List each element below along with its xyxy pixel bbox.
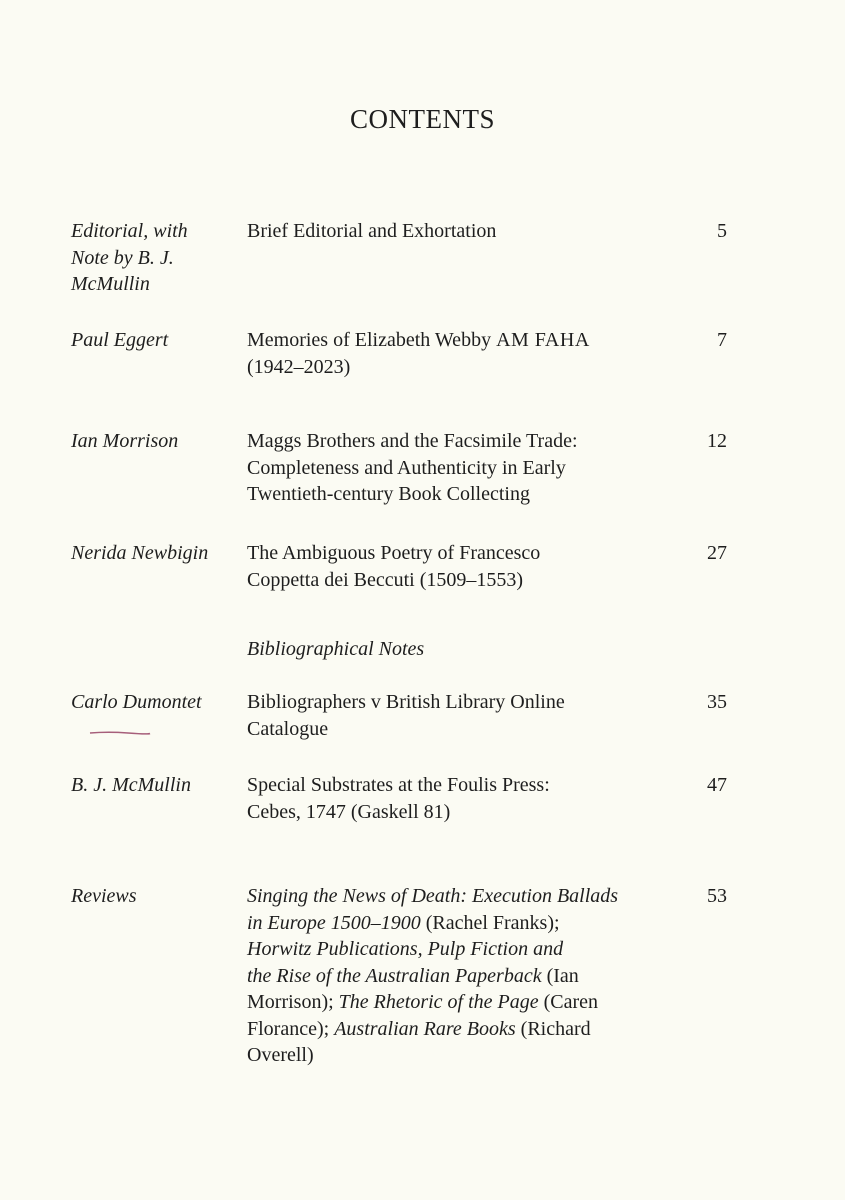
- toc-title-line: (1942–2023): [247, 355, 351, 378]
- pen-underline-mark: [88, 731, 152, 735]
- review-book-title: the Rise of the Australian Paperback: [247, 964, 542, 987]
- toc-author: Reviews: [71, 885, 137, 907]
- toc-title-line: Coppetta dei Beccuti (1509–1553): [247, 568, 524, 591]
- toc-author: Nerida Newbigin: [71, 542, 209, 564]
- toc-title: [247, 540, 687, 593]
- toc-title-line: Cebes, 1747 (Gaskell 81): [247, 800, 451, 823]
- review-book-title: Horwitz Publications, Pulp Fiction and: [247, 938, 564, 960]
- honours-suffix: AM FAHA: [496, 329, 590, 351]
- toc-title: [247, 689, 687, 742]
- review-book-title: in Europe 1500–1900: [247, 911, 421, 934]
- toc-title-line: [247, 936, 687, 963]
- toc-title: [247, 772, 687, 825]
- toc-author: Editorial, with Note by B. J. McMullin: [71, 220, 188, 295]
- toc-page-number: 27: [707, 542, 727, 564]
- toc-title-line: [247, 989, 687, 1016]
- reviewer-name: (Richard: [515, 1017, 591, 1040]
- reviewer-name: Morrison);: [247, 991, 339, 1013]
- toc-title-line: Catalogue: [247, 717, 329, 740]
- toc-title-line: Completeness and Authenticity in Early: [247, 456, 566, 479]
- toc-page-number: 35: [707, 691, 727, 713]
- toc-title: [247, 883, 687, 1069]
- toc-author: Carlo Dumontet: [71, 691, 202, 713]
- toc-title-line: [247, 883, 687, 910]
- toc-page-number: 12: [707, 430, 727, 452]
- toc-page-number: 47: [707, 774, 727, 796]
- toc-title-line: Special Substrates at the Foulis Press:: [247, 774, 550, 796]
- toc-title-line: Maggs Brothers and the Facsimile Trade:: [247, 430, 578, 452]
- review-book-title: Australian Rare Books: [334, 1017, 516, 1040]
- toc-title-line: [247, 1042, 687, 1069]
- review-book-title: Singing the News of Death: Execution Ballads: [247, 885, 619, 907]
- toc-title-line: [247, 910, 687, 937]
- toc-title-line: Bibliographers v British Library Online: [247, 691, 565, 713]
- toc-title-line: The Ambiguous Poetry of Francesco: [247, 542, 541, 564]
- toc-title-line: [247, 1016, 687, 1043]
- toc-author: Ian Morrison: [71, 430, 179, 452]
- toc-title: Brief Editorial and Exhortation: [247, 220, 497, 242]
- reviewer-name: Florance);: [247, 1017, 335, 1040]
- reviewer-name: (Rachel Franks);: [420, 911, 560, 934]
- toc-title: [247, 327, 687, 380]
- toc-page-number: 53: [707, 885, 727, 907]
- page-title: CONTENTS: [350, 104, 495, 134]
- toc-page-number: 5: [717, 220, 727, 242]
- toc-title-line: [247, 327, 687, 354]
- toc-author: Paul Eggert: [71, 329, 169, 351]
- section-heading: Bibliographical Notes: [247, 638, 425, 660]
- reviewer-name: (Ian: [541, 964, 579, 987]
- toc-author: B. J. McMullin: [71, 774, 191, 796]
- toc-title-line: Twentieth-century Book Collecting: [247, 483, 530, 505]
- toc-title-text: Memories of Elizabeth Webby: [247, 329, 492, 351]
- toc-title-line: [247, 963, 687, 990]
- reviewer-name: (Caren: [538, 991, 599, 1013]
- review-book-title: The Rhetoric of the Page: [338, 991, 539, 1013]
- toc-page-number: 7: [717, 329, 727, 351]
- toc-title: [247, 428, 687, 508]
- reviewer-name: Overell): [247, 1044, 314, 1066]
